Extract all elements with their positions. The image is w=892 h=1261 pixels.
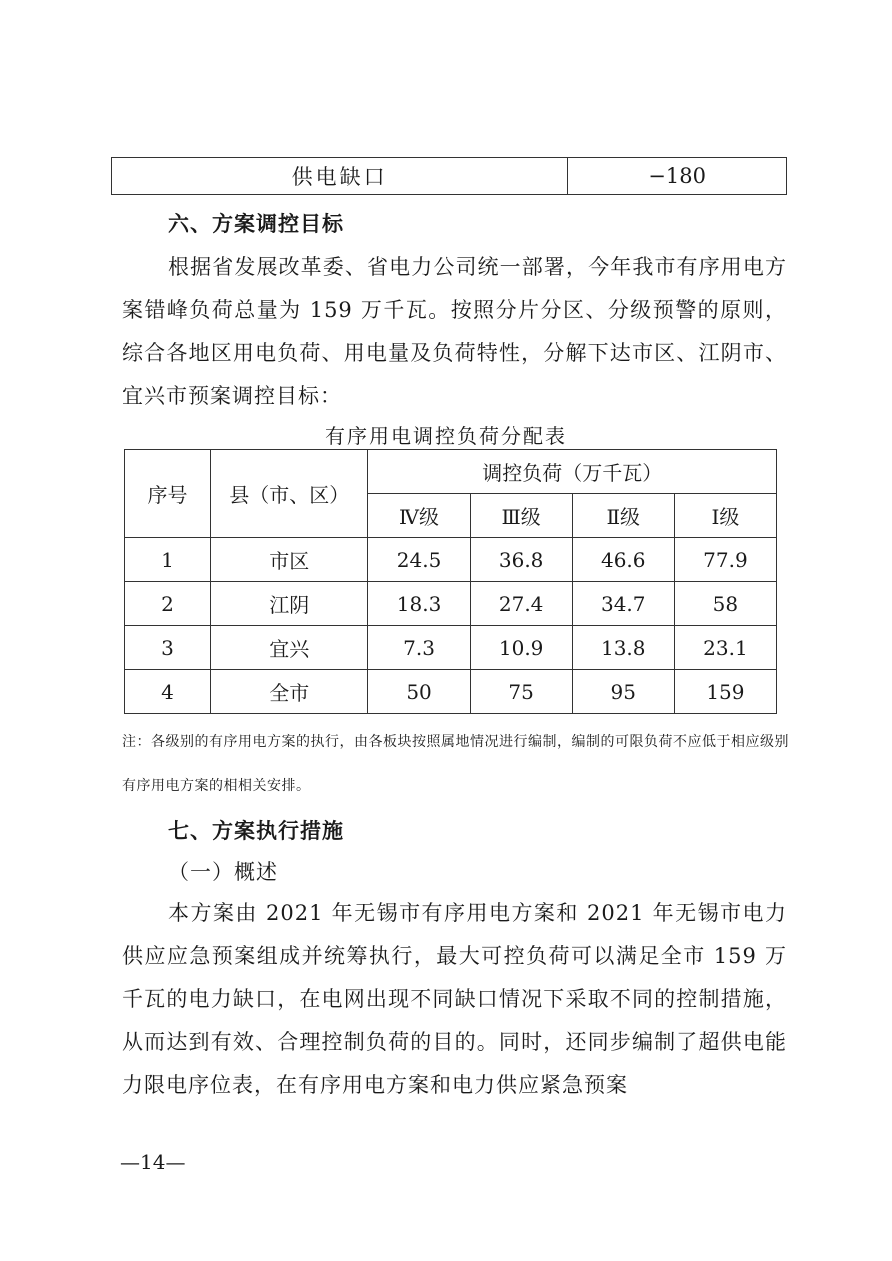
header-county: 县（市、区） [210,450,368,538]
table-note: 注：各级别的有序用电方案的执行，由各板块按照属地情况进行编制，编制的可限负荷不应低于相应级别有序用电方案的相相关安排。 [122,734,789,794]
gap-label: 供电缺口 [112,158,568,195]
table-row [125,626,777,670]
cell-level-3: 10.9 [470,626,572,670]
header-level-3: Ⅲ级 [470,494,572,538]
cell-level-4: 50 [368,670,470,714]
table-row [125,670,777,714]
cell-county: 全市 [210,670,368,714]
header-level-2: Ⅱ级 [572,494,674,538]
cell-level-2: 34.7 [572,582,674,626]
cell-level-2: 95 [572,670,674,714]
table-header-row [125,450,777,494]
header-no: 序号 [125,450,211,538]
cell-level-3: 27.4 [470,582,572,626]
cell-county: 宜兴 [210,626,368,670]
cell-level-1: 58 [674,582,776,626]
gap-table [111,157,787,195]
section7-heading: 七、方案执行措施 [168,819,344,843]
cell-level-1: 77.9 [674,538,776,582]
cell-level-4: 18.3 [368,582,470,626]
cell-level-3: 75 [470,670,572,714]
table-row [125,582,777,626]
cell-county: 江阴 [210,582,368,626]
section7-paragraph: 本方案由 2021 年无锡市有序用电方案和 2021 年无锡市电力供应应急预案组成并统筹执行，最大可控负荷可以满足全市 159 万千瓦的电力缺口，在电网出现不同缺口情况下采取不同的控制措施，从而达到有效、合理控制负荷的目的。同时，还同步编制了超供电能力限电序位表，在有序用电方案和电力供应紧急预案 [122,901,787,1097]
section7-subheading: （一）概述 [168,860,278,884]
table-row [125,538,777,582]
section6-heading: 六、方案调控目标 [168,212,344,236]
cell-level-1: 159 [674,670,776,714]
cell-level-3: 36.8 [470,538,572,582]
allocation-table [124,449,777,714]
header-level-4: Ⅳ级 [368,494,470,538]
cell-level-2: 13.8 [572,626,674,670]
cell-no: 3 [125,626,211,670]
cell-county: 市区 [210,538,368,582]
cell-level-1: 23.1 [674,626,776,670]
cell-no: 1 [125,538,211,582]
gap-value: −180 [568,158,787,195]
cell-level-4: 24.5 [368,538,470,582]
header-level-1: Ⅰ级 [674,494,776,538]
table-row [112,158,787,195]
table-title: 有序用电调控负荷分配表 [325,424,567,448]
cell-no: 2 [125,582,211,626]
cell-level-2: 46.6 [572,538,674,582]
page-number: —14— [120,1150,186,1174]
section6-paragraph: 根据省发展改革委、省电力公司统一部署，今年我市有序用电方案错峰负荷总量为 159 万千瓦。按照分片分区、分级预警的原则，综合各地区用电负荷、用电量及负荷特性，分解下达市区、江阴市、宜兴市预案调控目标： [122,255,787,408]
cell-no: 4 [125,670,211,714]
cell-level-4: 7.3 [368,626,470,670]
header-load: 调控负荷（万千瓦） [368,450,777,494]
